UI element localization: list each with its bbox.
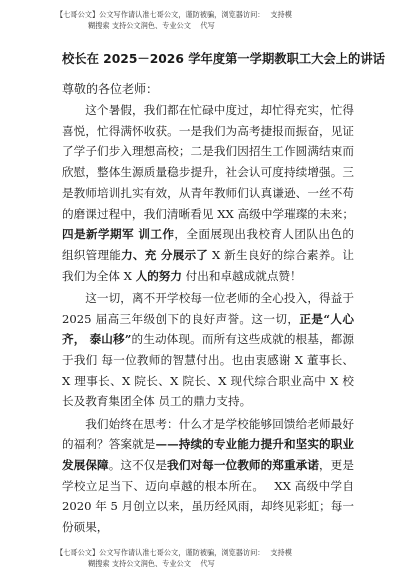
p1-text-4: 付出和卓越成就点赞！ — [181, 268, 302, 283]
paragraph-3 — [62, 414, 354, 538]
banner-line-2: 糊搜索 支持公文润色、专业公文 代写 — [88, 21, 215, 30]
p2-text-2: 的生动体现。而所有这些成就的根基，都源于我们 每一位教师的智慧付出。也由衷感谢 X 董事长、X 理事长、X 院长、X 院长、X 现代综合职业高中 X 校长及教育集团全体 员工的鼎力支持。 — [62, 332, 354, 409]
p1-text: 这个暑假，我们都在忙碌中度过，却忙得充实，忙得喜悦，忙得满怀收获。一是我们为高考捷报而振奋，见证了学子们步入理想高校；二是我们因招生工作圆满结束而欣慰，整体生源质量稳步提升，社会认可度持续增强。三是教师培训扎实有效，从青年教师们认真谦逊、一丝不苟的磨课过程中，我们清晰看见 XX 高级中学璀璨的未来； — [62, 103, 354, 221]
header-watermark-banner — [56, 9, 356, 31]
p3-text: 我们始终在思考：什么才是学校能够回馈给老师最好的福利？答案就是 — [62, 416, 354, 452]
p1-bold-3: 人的努力 — [135, 268, 182, 283]
document-body — [62, 100, 354, 539]
p3-text-3: ，更是学校立足当下、迈向卓越的根本所在。 XX 高级中学自 2020 年 5 月创立以来，虽历经风雨，却终见彩虹；每一份硕果， — [62, 457, 354, 535]
document-title: 校长在 2025－2026 学年度第一学期教职工大会上的讲话 — [62, 52, 385, 66]
salutation: 尊敬的各位老师： — [62, 82, 159, 96]
p1-bold-2: 力、充 分展示了 — [121, 247, 209, 262]
p1-text-2: ，全面展现出我校育人团队出色的组织管理能 — [62, 227, 354, 262]
p2-bold: 正是“人心齐， 泰山移” — [62, 311, 354, 347]
p1-bold-1: 四是新学期军 训工作 — [62, 227, 175, 242]
paragraph-1 — [62, 100, 354, 286]
p3-text-2: 。这不仅是 — [108, 457, 168, 472]
footer-watermark-banner — [56, 547, 356, 569]
footer-banner-line-2: 糊搜索 支持公文润色、专业公文 代写 — [88, 559, 215, 568]
banner-line-1: 【七哥公文】公文写作请认准七哥公文，谨防被骗，浏览器访问： 支持模 — [56, 10, 292, 19]
p3-bold-1: ——持续的专业能力提升和坚实的职业发展保障 — [62, 437, 354, 472]
p3-bold-2: 我们对每一位教师的郑重承诺 — [167, 457, 319, 472]
paragraph-2 — [62, 288, 354, 412]
footer-banner-line-1: 【七哥公文】公文写作请认准七哥公文，谨防被骗，浏览器访问： 支持模 — [56, 548, 292, 557]
p1-text-3: X 新生良好的综合素养。让我们为全体 X — [62, 247, 354, 283]
p2-text: 这一切，离不开学校每一位老师的全心投入，得益于 2025 届高三年级创下的良好声誉。这一切， — [62, 290, 354, 326]
